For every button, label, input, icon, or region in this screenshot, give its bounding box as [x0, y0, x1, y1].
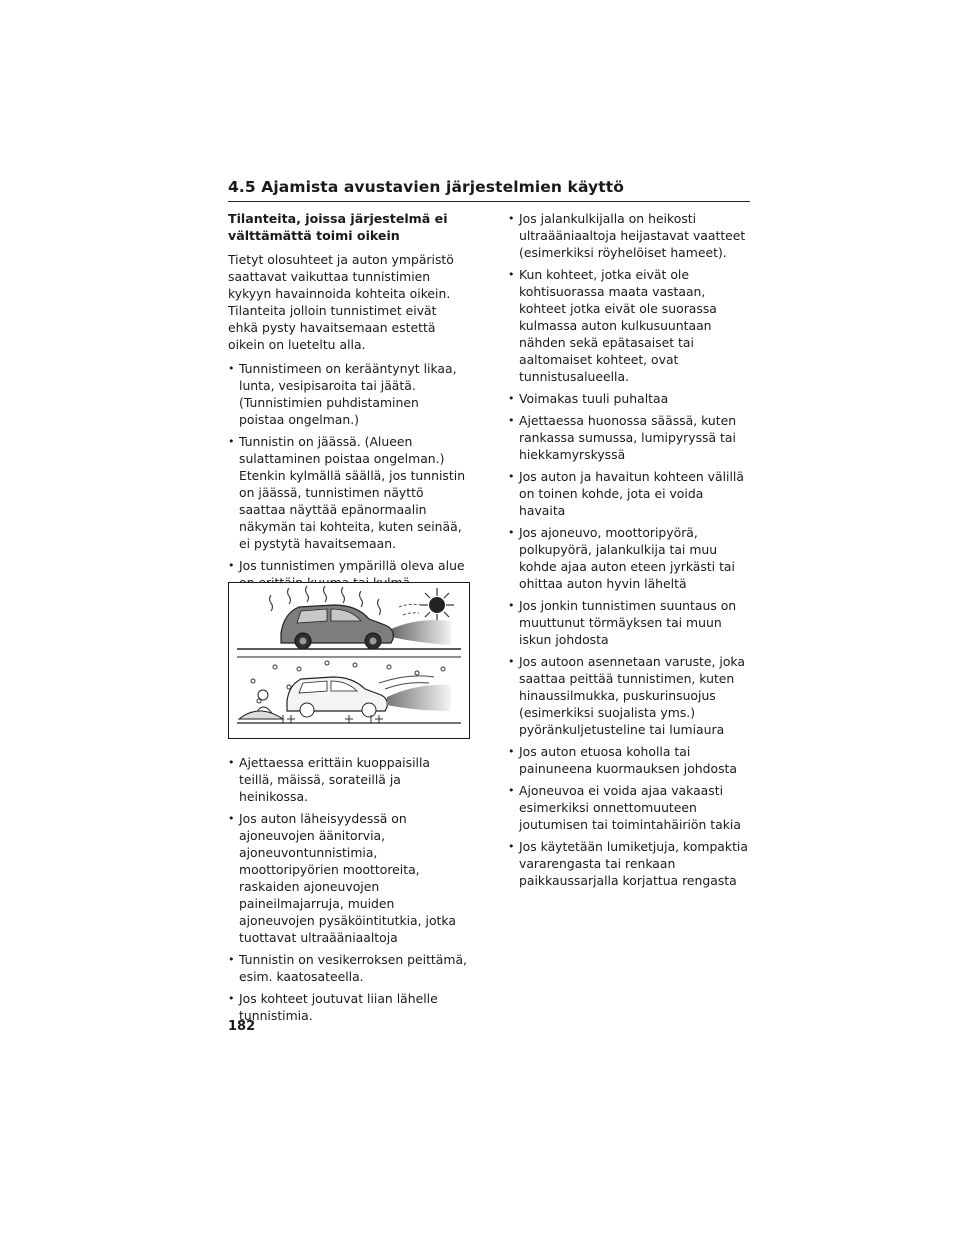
list-item: • Jos auton läheisyydessä on ajoneuvojen äänitorvia, ajoneuvontunnistimia, moottoripyörien moottoreita, raskaiden ajoneuvojen paineilmajarruja, muiden ajoneuvojen pysäköintitutkia, jotka tuottavat ultraääniaaltoja — [228, 810, 468, 946]
list-item: • Jos jonkin tunnistimen suuntaus on muuttunut törmäyksen tai muun iskun johdosta — [508, 597, 751, 648]
section-title: 4.5 Ajamista avustavien järjestelmien käyttö — [228, 178, 625, 196]
list-item: • Jos auton etuosa koholla tai painuneena kuormauksen johdosta — [508, 743, 751, 777]
sensor-beam-top — [391, 620, 451, 645]
list-item: • Jos ajoneuvo, moottoripyörä, polkupyörä, jalankulkija tai muu kohde ajaa auton eteen jyrkästi tai ohittaa auton hyvin läheltä — [508, 524, 751, 592]
list-item: • Jos jalankulkijalla on heikosti ultraääniaaltoja heijastavat vaatteet (esimerkiksi röyhelöiset hameet). — [508, 210, 751, 261]
sun-icon — [420, 588, 454, 622]
intro-paragraph: Tietyt olosuhteet ja auton ympäristö saattavat vaikuttaa tunnistimien kykyyn havainnoida kohteita oikein. Tilanteita jolloin tunnistimet eivät ehkä pysty havaitsemaan estettä oikein on lueteltu alla. — [228, 252, 454, 352]
header-divider — [228, 201, 750, 202]
subsection-heading: Tilanteita, joissa järjestelmä ei välttämättä toimi oikein — [228, 211, 448, 243]
right-column — [508, 210, 751, 894]
list-item: • Ajoneuvoa ei voida ajaa vakaasti esimerkiksi onnettomuuteen joutumisen tai toimintahäiriön takia — [508, 782, 751, 833]
list-item: • Tunnistin on vesikerroksen peittämä, esim. kaatosateella. — [228, 951, 468, 985]
list-item: • Jos auton ja havaitun kohteen välillä on toinen kohde, jota ei voida havaita — [508, 468, 751, 519]
list-item: • Ajettaessa erittäin kuoppaisilla teillä, mäissä, sorateillä ja heinikossa. — [228, 754, 468, 805]
list-item: • Ajettaessa huonossa säässä, kuten rankassa sumussa, lumipyryssä tai hiekkamyrskyssä — [508, 412, 751, 463]
car-bottom-icon — [287, 677, 387, 717]
list-item: • Tunnistin on jäässä. (Alueen sulattaminen poistaa ongelman.) Etenkin kylmällä säällä, jos tunnistin on jäässä, tunnistimen näyttö saattaa näyttää epänormaalin näkymän tai kohteita, kuten seinää, ei pystytä havaitsemaan. — [228, 433, 468, 552]
list-item: • Jos käytetään lumiketjuja, kompaktia vararengasta tai renkaan paikkaussarjalla korjattua rengasta — [508, 838, 751, 889]
car-top-icon — [281, 605, 393, 649]
bullet-list-right — [508, 210, 751, 889]
bullet-list-top — [228, 360, 468, 591]
section-header — [228, 178, 750, 202]
list-item: • Jos autoon asennetaan varuste, joka saattaa peittää tunnistimen, kuten hinaussilmukka, puskurinsuojus (esimerkiksi suojalista yms.) pyöränkuljetusteline tai lumiaura — [508, 653, 751, 738]
sensor-conditions-illustration — [229, 583, 469, 738]
illustration-cars-weather — [228, 582, 470, 739]
sensor-beam-bottom — [387, 685, 451, 711]
page-number: 182 — [228, 1019, 256, 1034]
left-column-lower — [228, 754, 468, 1029]
list-item: • Jos tunnistimen ympärillä oleva alue — [228, 557, 468, 591]
list-item: • Jos kohteet joutuvat liian lähelle tunnistimia. — [228, 990, 468, 1024]
snow-figure-icon — [239, 690, 283, 719]
list-item: • Voimakas tuuli puhaltaa — [508, 390, 751, 407]
left-column — [228, 210, 468, 596]
list-item: • Tunnistimeen on kerääntynyt likaa, lunta, vesipisaroita tai jäätä. (Tunnistimien puhdistaminen poistaa ongelman.) — [228, 360, 468, 428]
list-item: • Kun kohteet, jotka eivät ole kohtisuorassa maata vastaan, kohteet jotka eivät ole suorassa kulmassa auton kulkusuuntaan nähden sekä epätasaiset tai aaltomaiset kohteet, ovat tunnistusalueella. — [508, 266, 751, 385]
bullet-list-bottom — [228, 754, 468, 1024]
wind-lines-icon — [399, 604, 421, 615]
